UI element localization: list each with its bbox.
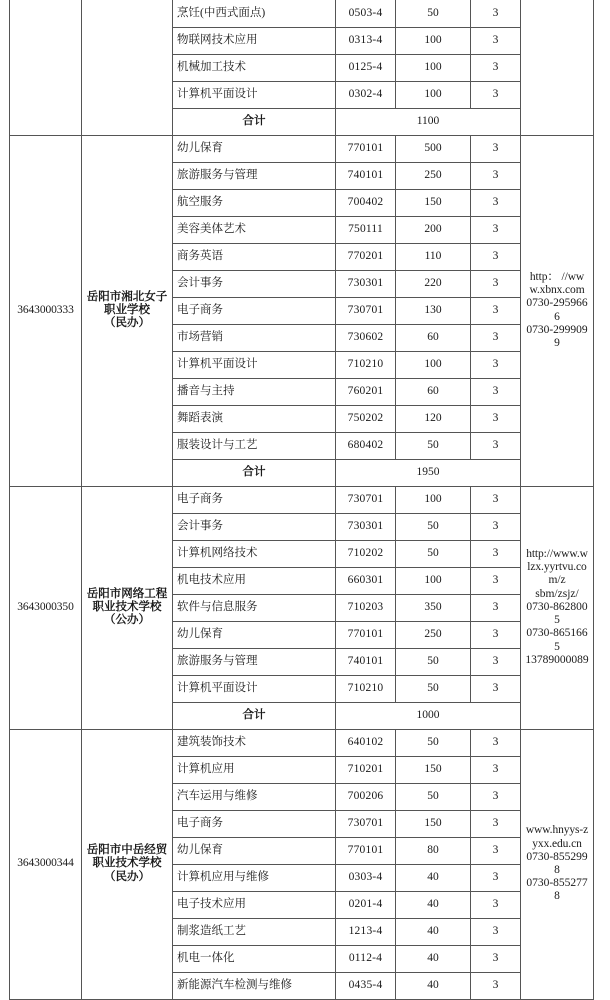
major-name-cell: 服装设计与工艺: [173, 432, 336, 459]
study-years-cell: 3: [471, 621, 521, 648]
enrollment-plan-cell: 250: [396, 621, 471, 648]
enrollment-plan-cell: 150: [396, 189, 471, 216]
major-name-cell: 汽车运用与维修: [173, 783, 336, 810]
contact-phone: 0730-8552998: [526, 850, 588, 876]
school-name-line: （公办）: [104, 614, 150, 627]
total-value-cell: 1000: [336, 702, 521, 729]
school-code-cell: 3643000333: [10, 135, 82, 486]
major-code-cell: 710203: [336, 594, 396, 621]
study-years-cell: 3: [471, 972, 521, 999]
major-code-cell: 740101: [336, 162, 396, 189]
contact-phone: 0730-8651665: [526, 627, 588, 653]
major-name-cell: 旅游服务与管理: [173, 162, 336, 189]
enrollment-plan-cell: 50: [396, 432, 471, 459]
school-name-line: （民办）: [104, 870, 150, 883]
major-name-cell: 计算机应用与维修: [173, 864, 336, 891]
major-code-cell: 770201: [336, 243, 396, 270]
study-years-cell: 3: [471, 405, 521, 432]
major-name-cell: 机械加工技术: [173, 54, 336, 81]
major-code-cell: 0503-4: [336, 0, 396, 27]
study-years-cell: 3: [471, 540, 521, 567]
contact-website: www.hnyys-zyxx.edu.cn: [525, 824, 589, 850]
study-years-cell: 3: [471, 189, 521, 216]
school-name-cell: [82, 0, 173, 135]
enrollment-plan-cell: 250: [396, 162, 471, 189]
major-code-cell: 770101: [336, 135, 396, 162]
enrollment-table-container: [9, 0, 593, 1000]
major-name-cell: 机电一体化: [173, 945, 336, 972]
study-years-cell: 3: [471, 945, 521, 972]
enrollment-plan-cell: 100: [396, 567, 471, 594]
major-name-cell: 会计事务: [173, 513, 336, 540]
enrollment-plan-cell: 110: [396, 243, 471, 270]
study-years-cell: 3: [471, 729, 521, 756]
major-name-cell: 电子技术应用: [173, 891, 336, 918]
school-name-line: 岳阳市中岳经贸: [86, 844, 168, 857]
table-row: [10, 729, 594, 756]
study-years-cell: 3: [471, 243, 521, 270]
enrollment-plan-cell: 350: [396, 594, 471, 621]
major-name-cell: 计算机网络技术: [173, 540, 336, 567]
major-name-cell: 电子商务: [173, 297, 336, 324]
major-name-cell: 幼儿保育: [173, 135, 336, 162]
school-name-line: 岳阳市湘北女子: [86, 290, 168, 303]
contact-info-cell: [521, 729, 594, 999]
enrollment-plan-cell: 50: [396, 0, 471, 27]
study-years-cell: 3: [471, 0, 521, 27]
total-label-cell: 合计: [173, 108, 336, 135]
major-code-cell: 0112-4: [336, 945, 396, 972]
major-name-cell: 电子商务: [173, 486, 336, 513]
contact-info-cell: [521, 135, 594, 486]
school-code-cell: 3643000344: [10, 729, 82, 999]
enrollment-plan-cell: 50: [396, 540, 471, 567]
contact-phone: sbm/zsjz/: [535, 587, 579, 600]
major-name-cell: 幼儿保育: [173, 621, 336, 648]
major-name-cell: 物联网技术应用: [173, 27, 336, 54]
enrollment-plan-cell: 500: [396, 135, 471, 162]
enrollment-plan-cell: 40: [396, 864, 471, 891]
study-years-cell: 3: [471, 810, 521, 837]
major-code-cell: 0435-4: [336, 972, 396, 999]
contact-phone: 0730-2959666: [526, 297, 588, 323]
enrollment-plan-cell: 50: [396, 729, 471, 756]
enrollment-plan-cell: 200: [396, 216, 471, 243]
major-code-cell: 730701: [336, 486, 396, 513]
major-name-cell: 软件与信息服务: [173, 594, 336, 621]
major-code-cell: 700402: [336, 189, 396, 216]
major-code-cell: 710210: [336, 675, 396, 702]
contact-phone: 0730-2999099: [526, 323, 588, 349]
major-name-cell: 市场营销: [173, 324, 336, 351]
school-name-line: 职业学校: [104, 303, 150, 316]
study-years-cell: 3: [471, 81, 521, 108]
school-name-line: 岳阳市网络工程: [86, 587, 168, 600]
study-years-cell: 3: [471, 918, 521, 945]
contact-info-cell: [521, 486, 594, 729]
major-name-cell: 电子商务: [173, 810, 336, 837]
major-code-cell: 730301: [336, 270, 396, 297]
contact-phone: 13789000089: [525, 653, 589, 666]
enrollment-plan-cell: 80: [396, 837, 471, 864]
school-name-line: 职业技术学校: [92, 600, 162, 613]
school-code-cell: 3643000350: [10, 486, 82, 729]
enrollment-plan-cell: 50: [396, 783, 471, 810]
enrollment-plan-cell: 150: [396, 810, 471, 837]
total-value-cell: 1100: [336, 108, 521, 135]
major-name-cell: 旅游服务与管理: [173, 648, 336, 675]
major-code-cell: 730602: [336, 324, 396, 351]
study-years-cell: 3: [471, 297, 521, 324]
enrollment-plan-cell: 100: [396, 81, 471, 108]
major-code-cell: 680402: [336, 432, 396, 459]
enrollment-plan-cell: 120: [396, 405, 471, 432]
major-code-cell: 0201-4: [336, 891, 396, 918]
enrollment-plan-table: [9, 0, 594, 1000]
major-code-cell: 750202: [336, 405, 396, 432]
study-years-cell: 3: [471, 351, 521, 378]
study-years-cell: 3: [471, 432, 521, 459]
major-name-cell: 美容美体艺术: [173, 216, 336, 243]
table-row: [10, 486, 594, 513]
study-years-cell: 3: [471, 513, 521, 540]
major-name-cell: 航空服务: [173, 189, 336, 216]
contact-website: http： //www.xbnx.com: [529, 270, 585, 297]
major-code-cell: 0125-4: [336, 54, 396, 81]
enrollment-plan-cell: 100: [396, 351, 471, 378]
major-code-cell: 760201: [336, 378, 396, 405]
major-name-cell: 播音与主持: [173, 378, 336, 405]
study-years-cell: 3: [471, 756, 521, 783]
study-years-cell: 3: [471, 567, 521, 594]
study-years-cell: 3: [471, 27, 521, 54]
study-years-cell: 3: [471, 837, 521, 864]
major-code-cell: 710210: [336, 351, 396, 378]
table-row: [10, 135, 594, 162]
school-name-cell: [82, 729, 173, 999]
major-code-cell: 730301: [336, 513, 396, 540]
total-value-cell: 1950: [336, 459, 521, 486]
enrollment-plan-cell: 150: [396, 756, 471, 783]
total-label-cell: 合计: [173, 459, 336, 486]
table-body: [10, 0, 594, 999]
school-name-line: 职业技术学校: [92, 857, 162, 870]
major-code-cell: 0302-4: [336, 81, 396, 108]
enrollment-plan-cell: 40: [396, 891, 471, 918]
major-name-cell: 建筑装饰技术: [173, 729, 336, 756]
major-name-cell: 计算机平面设计: [173, 675, 336, 702]
study-years-cell: 3: [471, 783, 521, 810]
major-code-cell: 750111: [336, 216, 396, 243]
school-code-cell: [10, 0, 82, 135]
major-name-cell: 幼儿保育: [173, 837, 336, 864]
major-name-cell: 计算机应用: [173, 756, 336, 783]
enrollment-plan-cell: 100: [396, 27, 471, 54]
study-years-cell: 3: [471, 54, 521, 81]
major-name-cell: 机电技术应用: [173, 567, 336, 594]
contact-phone: 0730-8628005: [526, 600, 588, 627]
study-years-cell: 3: [471, 216, 521, 243]
major-name-cell: 计算机平面设计: [173, 351, 336, 378]
total-label-cell: 合计: [173, 702, 336, 729]
contact-website: http://www.wlzx.yyrtvu.com/z: [526, 548, 588, 587]
enrollment-plan-cell: 130: [396, 297, 471, 324]
major-code-cell: 740101: [336, 648, 396, 675]
major-code-cell: 0313-4: [336, 27, 396, 54]
major-name-cell: 会计事务: [173, 270, 336, 297]
study-years-cell: 3: [471, 135, 521, 162]
major-code-cell: 660301: [336, 567, 396, 594]
enrollment-plan-cell: 40: [396, 945, 471, 972]
enrollment-plan-cell: 60: [396, 378, 471, 405]
major-code-cell: 710201: [336, 756, 396, 783]
enrollment-plan-cell: 40: [396, 972, 471, 999]
major-name-cell: 舞蹈表演: [173, 405, 336, 432]
major-code-cell: 730701: [336, 810, 396, 837]
major-code-cell: 700206: [336, 783, 396, 810]
school-name-line: （民办）: [104, 317, 150, 330]
study-years-cell: 3: [471, 270, 521, 297]
enrollment-plan-cell: 50: [396, 648, 471, 675]
enrollment-plan-cell: 40: [396, 918, 471, 945]
contact-phone: 0730-8552778: [526, 877, 588, 903]
enrollment-plan-cell: 50: [396, 513, 471, 540]
school-name-cell: [82, 486, 173, 729]
study-years-cell: 3: [471, 594, 521, 621]
enrollment-plan-cell: 100: [396, 54, 471, 81]
study-years-cell: 3: [471, 891, 521, 918]
study-years-cell: 3: [471, 324, 521, 351]
contact-info-cell: [521, 0, 594, 135]
major-name-cell: 计算机平面设计: [173, 81, 336, 108]
study-years-cell: 3: [471, 675, 521, 702]
enrollment-plan-cell: 220: [396, 270, 471, 297]
school-name-cell: [82, 135, 173, 486]
enrollment-plan-cell: 50: [396, 675, 471, 702]
major-name-cell: 烹饪(中西式面点): [173, 0, 336, 27]
study-years-cell: 3: [471, 864, 521, 891]
major-name-cell: 商务英语: [173, 243, 336, 270]
major-code-cell: 640102: [336, 729, 396, 756]
enrollment-plan-cell: 60: [396, 324, 471, 351]
major-code-cell: 710202: [336, 540, 396, 567]
major-code-cell: 770101: [336, 621, 396, 648]
major-name-cell: 新能源汽车检测与维修: [173, 972, 336, 999]
major-code-cell: 770101: [336, 837, 396, 864]
major-code-cell: 1213-4: [336, 918, 396, 945]
major-code-cell: 0303-4: [336, 864, 396, 891]
major-code-cell: 730701: [336, 297, 396, 324]
study-years-cell: 3: [471, 162, 521, 189]
table-row: [10, 0, 594, 27]
enrollment-plan-cell: 100: [396, 486, 471, 513]
study-years-cell: 3: [471, 648, 521, 675]
study-years-cell: 3: [471, 378, 521, 405]
study-years-cell: 3: [471, 486, 521, 513]
major-name-cell: 制浆造纸工艺: [173, 918, 336, 945]
